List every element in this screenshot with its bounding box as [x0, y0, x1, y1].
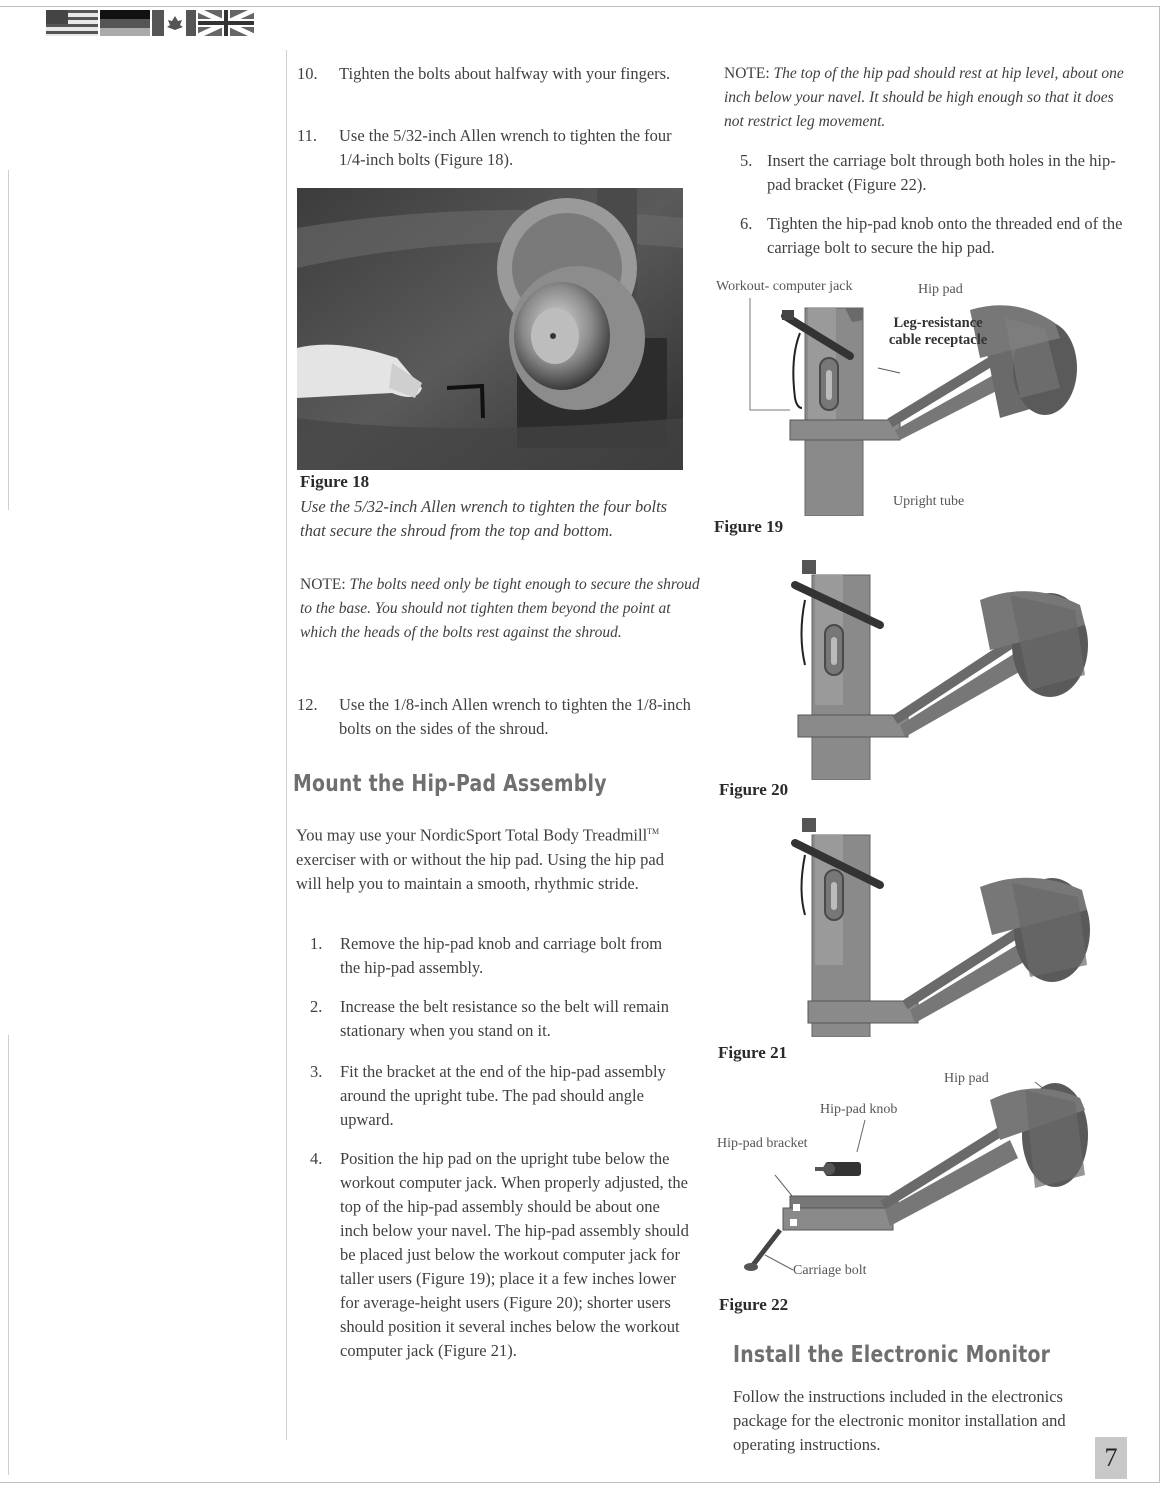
label-hip-pad-knob: Hip-pad knob [820, 1102, 898, 1117]
figure-18-caption: Use the 5/32-inch Allen wrench to tighten the four bolts that secure the shroud from the top and bottom. [300, 497, 668, 540]
step-3 [310, 1060, 685, 1132]
page-frame-right [1159, 6, 1160, 1483]
step-number: 11. [297, 126, 318, 145]
step-text: Increase the belt resistance so the belt will remain stationary when you stand on it. [340, 997, 669, 1040]
section-heading-hip-pad: Mount the Hip-Pad Assembly [293, 771, 607, 797]
step-10 [297, 62, 687, 86]
step-text: Insert the carriage bolt through both holes in the hip-pad bracket (Figure 22). [767, 151, 1116, 194]
label-leg-resistance-receptacle: Leg-resistance cable receptacle [888, 315, 988, 348]
figure-20-title: Figure 20 [719, 780, 789, 799]
section-heading-electronic-monitor: Install the Electronic Monitor [733, 1342, 1051, 1368]
page-number: 7 [1095, 1437, 1127, 1479]
label-hip-pad-bracket: Hip-pad bracket [717, 1136, 808, 1151]
step-6 [740, 212, 1125, 260]
page-frame-bottom [0, 1482, 1160, 1483]
note-label: NOTE: [724, 65, 770, 82]
step-number: 1. [310, 934, 323, 953]
german-flag-icon [100, 10, 150, 36]
step-text: Tighten the bolts about halfway with your fingers. [339, 64, 671, 83]
page-frame-left-lower [8, 1035, 9, 1475]
step-number: 12. [297, 695, 318, 714]
column-divider [286, 50, 287, 1440]
label-hip-pad: Hip pad [918, 282, 963, 297]
flags-icon [46, 8, 256, 38]
step-text: Use the 1/8-inch Allen wrench to tighten the 1/8-inch bolts on the sides of the shroud. [339, 695, 691, 738]
step-12 [297, 693, 692, 741]
figure-22-illustration [735, 1080, 1095, 1280]
figure-22-title: Figure 22 [719, 1295, 789, 1314]
figure-18-photo [297, 188, 683, 470]
canada-flag-icon [152, 10, 196, 36]
label-hip-pad-22: Hip pad [944, 1071, 989, 1086]
note-text: The top of the hip pad should rest at hip level, about one inch below your navel. It should be high enough so that it does not restrict leg movement. [724, 65, 1124, 130]
figure-19-title: Figure 19 [714, 517, 784, 536]
step-number: 3. [310, 1062, 323, 1081]
step-4 [310, 1147, 690, 1363]
note-label: NOTE: [300, 576, 346, 593]
hip-pad-intro [296, 820, 691, 896]
step-text: Remove the hip-pad knob and carriage bolt from the hip-pad assembly. [340, 934, 663, 977]
monitor-instructions: Follow the instructions included in the electronics package for the electronic monitor installation and operating instructions. [733, 1387, 1066, 1454]
uk-flag-icon [198, 10, 254, 36]
step-number: 6. [740, 214, 753, 233]
step-5 [740, 149, 1125, 197]
step-1 [310, 932, 685, 980]
figure-20-illustration [780, 555, 1100, 780]
figure-21-title: Figure 21 [718, 1043, 788, 1062]
step-number: 4. [310, 1149, 323, 1168]
step-text: Position the hip pad on the upright tube below the workout computer jack. When properly adjusted, the top of the hip-pad assembly should be about one inch below your navel. The hip-pad assembly should be placed just below the workout computer jack for taller users (Figure 19); place it a few inches lower for average-height users (Figure 20); shorter users should position it several inches below the workout computer jack (Figure 21). [340, 1149, 689, 1360]
label-carriage-bolt: Carriage bolt [793, 1263, 867, 1278]
step-number: 2. [310, 997, 323, 1016]
step-text: Use the 5/32-inch Allen wrench to tighten the four 1/4-inch bolts (Figure 18). [339, 126, 672, 169]
trademark-mark: TM [647, 827, 660, 836]
label-upright-tube: Upright tube [893, 494, 965, 509]
figure-18-title: Figure 18 [300, 472, 370, 491]
step-number: 5. [740, 151, 753, 170]
intro-text-cont: exerciser with or without the hip pad. Using the hip pad will help you to maintain a smooth, rhythmic stride. [296, 849, 664, 893]
intro-text: You may use your NordicSport Total Body Treadmill [296, 825, 648, 845]
page-frame-left [8, 170, 9, 510]
step-11 [297, 124, 687, 172]
note-shroud [300, 573, 700, 645]
step-2 [310, 995, 685, 1043]
note-hip-level [724, 62, 1124, 134]
note-text: The bolts need only be tight enough to secure the shroud to the base. You should not tighten them beyond the point at which the heads of the bolts rest against the shroud. [300, 576, 700, 641]
figure-21-illustration [780, 815, 1100, 1037]
label-workout-computer-jack: Workout- computer jack [716, 279, 853, 294]
step-text: Fit the bracket at the end of the hip-pad assembly around the upright tube. The pad should angle upward. [340, 1062, 666, 1129]
step-text: Tighten the hip-pad knob onto the threaded end of the carriage bolt to secure the hip pad. [767, 214, 1123, 257]
step-number: 10. [297, 64, 318, 83]
us-flag-icon [46, 10, 98, 36]
page-frame-top [0, 6, 1160, 7]
